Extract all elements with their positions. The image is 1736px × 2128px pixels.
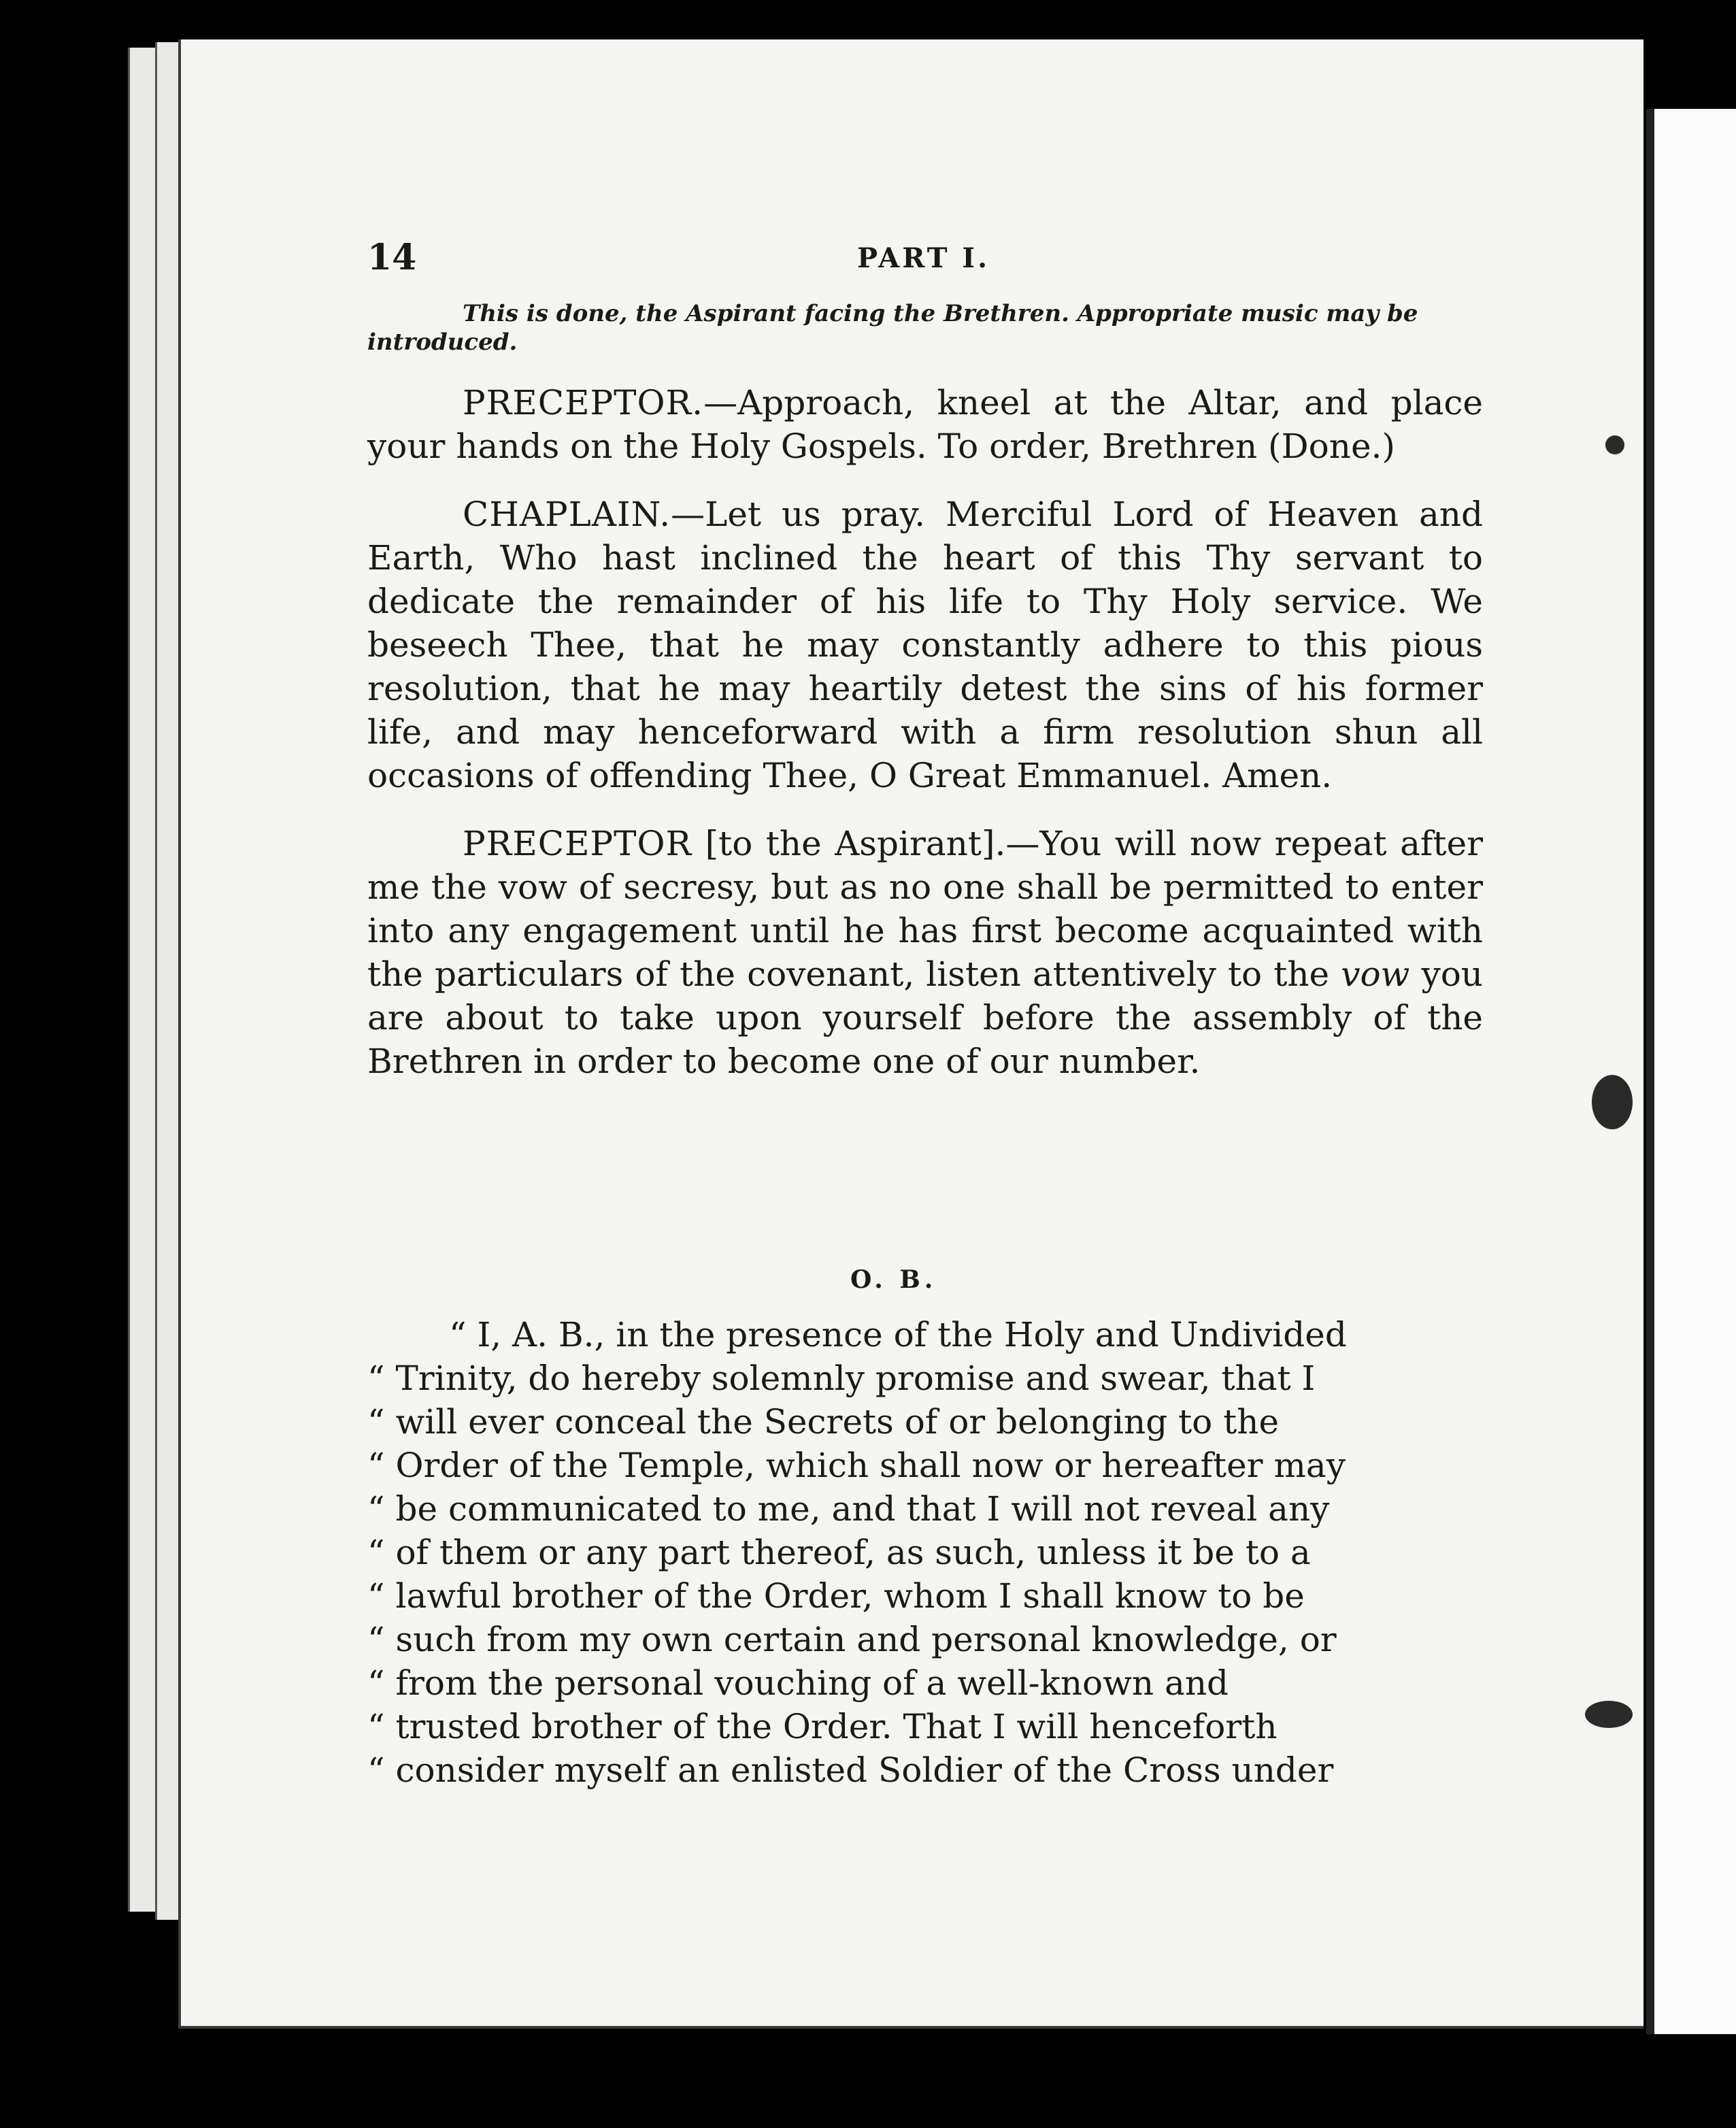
binding-stain: [1592, 1075, 1633, 1129]
speaker-name: PRECEPTOR.: [463, 383, 704, 422]
oath-line: “ Trinity, do hereby solemnly promise and swear, that I: [367, 1359, 1316, 1398]
stage-direction: This is done, the Aspirant facing the Brethren. Appropriate music may be introduced.: [367, 300, 1418, 356]
facing-page-edge: [1646, 109, 1654, 2082]
paragraph-text: —Let us pray. Merciful Lord of Heaven and Earth, Who hast inclined the heart of this Thy servant to dedicate the remainder of his life to Thy Holy service. We beseech Thee, that he may constantly adhere to this pious resolution, that he may heartily detest the sins of his former life, and may henceforward with a firm resolution shun all occasions of offending Thee, O Great Emmanuel. Amen.: [367, 495, 1483, 795]
scan-background: [0, 2034, 1736, 2128]
binding-stain: [1585, 1701, 1633, 1728]
paragraph-text: you are about to take upon yourself before the assembly of the Brethren in order to become one of our number.: [367, 954, 1483, 1081]
oath-line: “ consider myself an enlisted Soldier of the Cross under: [367, 1750, 1334, 1790]
paragraph-preceptor-1: [367, 381, 1483, 468]
oath-line: “ from the personal vouching of a well-known and: [367, 1663, 1229, 1703]
dialogue-body: [367, 381, 1483, 1108]
oath-line: “ of them or any part thereof, as such, unless it be to a: [367, 1533, 1311, 1572]
oath-line: “ lawful brother of the Order, whom I shall know to be: [367, 1576, 1305, 1616]
speaker-name: PRECEPTOR: [463, 824, 692, 863]
binding-stain: [1605, 435, 1624, 454]
running-head: PART I.: [857, 242, 990, 274]
facing-page: [1654, 109, 1736, 2082]
oath-line: “ will ever conceal the Secrets of or belonging to the: [367, 1402, 1280, 1442]
oath-text: [367, 1313, 1483, 1792]
page-edge-back: [128, 48, 157, 1912]
page-number: 14: [367, 237, 417, 278]
oath-line: “ trusted brother of the Order. That I will henceforth: [367, 1707, 1278, 1746]
oath-line: “ be communicated to me, and that I will not reveal any: [367, 1489, 1330, 1529]
oath-line: “ I, A. B., in the presence of the Holy and Undivided: [449, 1315, 1347, 1354]
paragraph-preceptor-2: [367, 822, 1483, 1083]
emphasis-text: vow: [1341, 954, 1410, 994]
page-header: [367, 237, 1483, 291]
oath-line: “ such from my own certain and personal knowledge, or: [367, 1620, 1337, 1659]
paragraph-text: [to the Aspirant].—You will now repeat after me the vow of secresy, but as no one shall be permitted to enter into any engagement until he has first become acquainted with the particulars of the covenant, listen attentively to the: [367, 824, 1483, 994]
speaker-name: CHAPLAIN.: [463, 495, 671, 534]
paragraph-chaplain: [367, 493, 1483, 797]
paragraph-text: —Approach, kneel at the Altar, and place your hands on the Holy Gospels. To order, Brethren (Done.): [367, 383, 1483, 466]
oath-line: “ Order of the Temple, which shall now or hereafter may: [367, 1446, 1346, 1485]
oath-heading: O. B.: [850, 1265, 937, 1294]
